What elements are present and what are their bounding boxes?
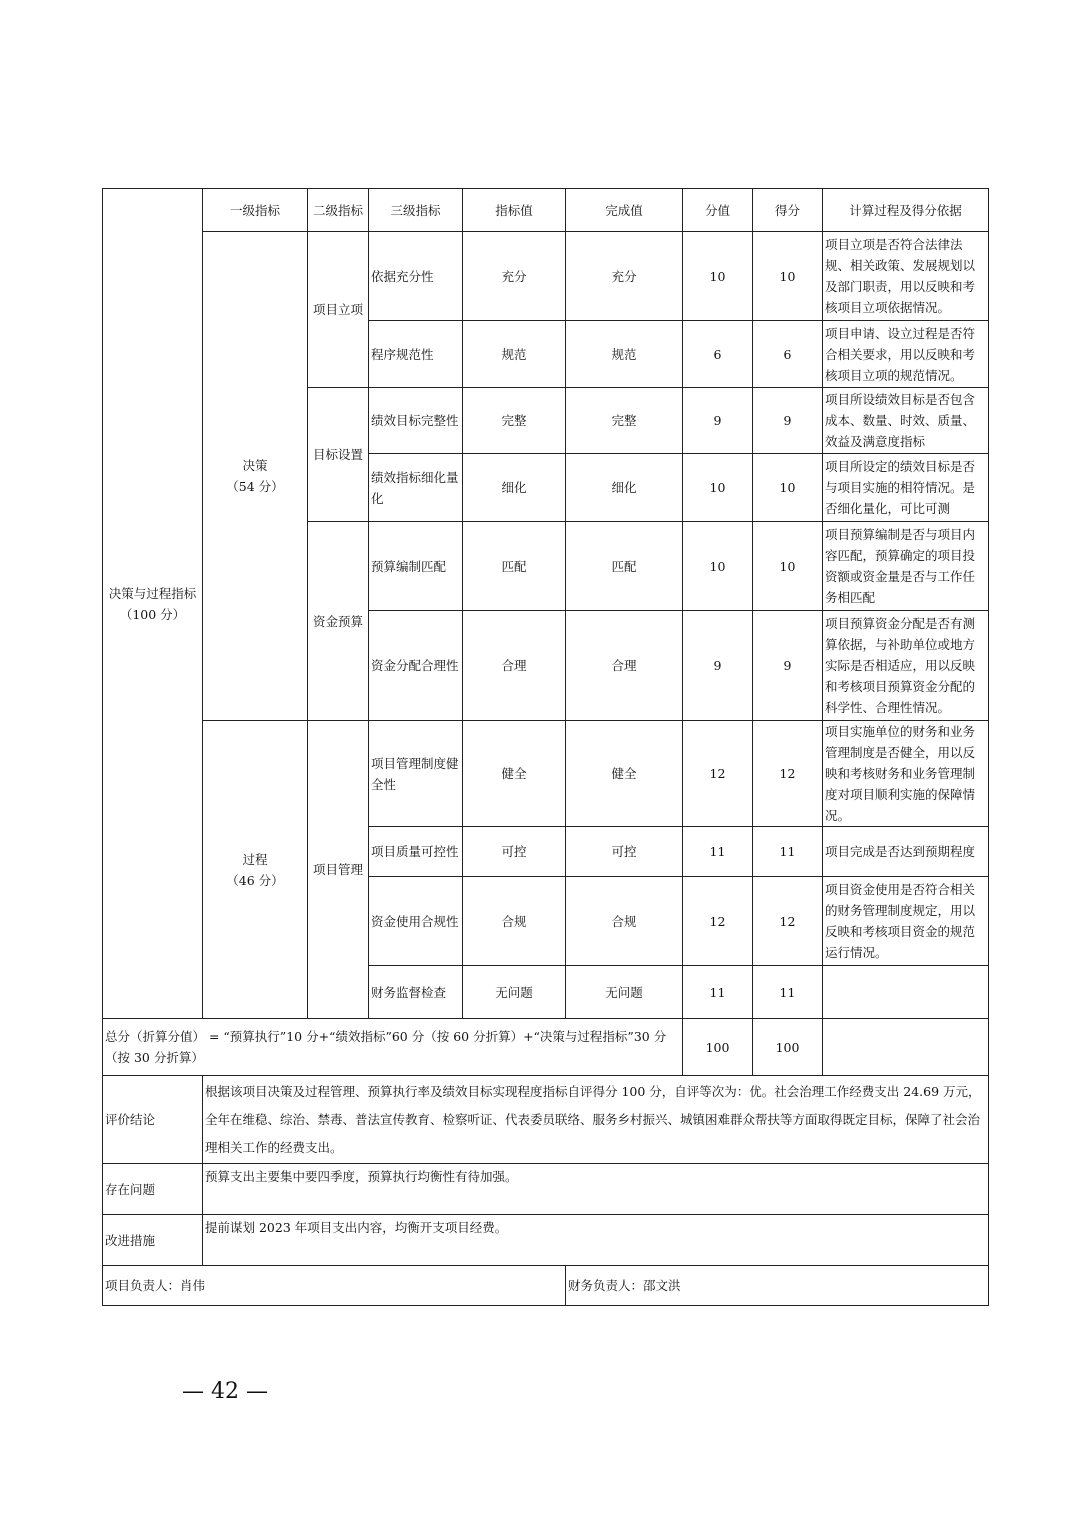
conclusion-text: 根据该项目决策及过程管理、预算执行率及绩效目标实现程度指标自评得分 100 分，自评等次为：优。社会治理工作经费支出 24.69 万元，全年在维稳、综治、禁毒、普法宣传教育、检察听证、代表委员联络、服务乡村振兴、城镇困难群众帮扶等方面取得既定目标，保障了社会治理相关工作的经费支出。 — [203, 1076, 989, 1164]
level1-process-cell — [203, 721, 308, 1019]
indicator-target: 匹配 — [463, 522, 566, 611]
level2-xmgl: 项目管理 — [308, 721, 369, 1019]
indicator-basis: 项目立项是否符合法律法规、相关政策、发展规划以及部门职责，用以反映和考核项目立项依据情况。 — [823, 232, 989, 321]
measures-text: 提前谋划 2023 年项目支出内容，均衡开支项目经费。 — [203, 1215, 989, 1266]
indicator-score: 11 — [753, 827, 823, 877]
indicator-basis: 项目实施单位的财务和业务管理制度是否健全，用以反映和考核财务和业务管理制度对项目顺利实施的保障情况。 — [823, 721, 989, 827]
signature-row — [103, 1266, 989, 1306]
indicator-basis: 项目预算资金分配是否有测算依据，与补助单位或地方实际是否相适应，用以反映和考核项目预算资金分配的科学性、合理性情况。 — [823, 611, 989, 721]
group-name: 决策与过程指标 — [108, 585, 197, 601]
indicator-basis — [823, 966, 989, 1019]
indicator-weight: 9 — [683, 388, 753, 454]
indicator-basis: 项目所设定的绩效目标是否与项目实施的相符情况。是否细化量化，可比可测 — [823, 454, 989, 522]
problems-text: 预算支出主要集中要四季度，预算执行均衡性有待加强。 — [203, 1164, 989, 1215]
indicator-target: 细化 — [463, 454, 566, 522]
level1-decision-name: 决策 — [242, 458, 268, 473]
conclusion-label: 评价结论 — [103, 1076, 203, 1164]
indicator-weight: 6 — [683, 321, 753, 388]
indicator-actual: 规范 — [566, 321, 683, 388]
indicator-target: 充分 — [463, 232, 566, 321]
indicator-score: 11 — [753, 966, 823, 1019]
level2-xmlx: 项目立项 — [308, 232, 369, 388]
level2-zjys: 资金预算 — [308, 522, 369, 721]
group-cell — [103, 189, 203, 1019]
header-weight: 分值 — [683, 189, 753, 232]
indicator-score: 9 — [753, 611, 823, 721]
indicator-weight: 10 — [683, 522, 753, 611]
level1-decision-score: （54 分） — [226, 479, 284, 494]
indicator-score: 12 — [753, 877, 823, 966]
total-basis-empty — [823, 1019, 989, 1076]
indicator-actual: 细化 — [566, 454, 683, 522]
total-row — [103, 1019, 989, 1076]
indicator-actual: 匹配 — [566, 522, 683, 611]
indicator-target: 健全 — [463, 721, 566, 827]
header-row — [103, 189, 989, 232]
indicator-target: 合理 — [463, 611, 566, 721]
measures-row — [103, 1215, 989, 1266]
header-basis: 计算过程及得分依据 — [823, 189, 989, 232]
project-lead: 项目负责人：肖伟 — [103, 1266, 566, 1306]
indicator-actual: 合规 — [566, 877, 683, 966]
indicator-actual: 合理 — [566, 611, 683, 721]
indicator-weight: 10 — [683, 232, 753, 321]
indicator-target: 可控 — [463, 827, 566, 877]
page-number: — 42 — — [182, 1379, 268, 1404]
indicator-name: 绩效指标细化量化 — [369, 454, 463, 522]
indicator-basis: 项目预算编制是否与项目内容匹配，预算确定的项目投资额或资金量是否与工作任务相匹配 — [823, 522, 989, 611]
group-score: （100 分） — [119, 606, 186, 622]
indicator-basis: 项目所设绩效目标是否包含成本、数量、时效、质量、效益及满意度指标 — [823, 388, 989, 454]
indicator-actual: 充分 — [566, 232, 683, 321]
header-level2: 二级指标 — [308, 189, 369, 232]
indicator-name: 程序规范性 — [369, 321, 463, 388]
header-level1: 一级指标 — [203, 189, 308, 232]
total-weight: 100 — [683, 1019, 753, 1076]
finance-lead: 财务负责人：邵文洪 — [566, 1266, 989, 1306]
indicator-actual: 健全 — [566, 721, 683, 827]
indicator-score: 10 — [753, 454, 823, 522]
indicator-actual: 无问题 — [566, 966, 683, 1019]
level1-process-name: 过程 — [242, 851, 268, 867]
indicator-name: 资金使用合规性 — [369, 877, 463, 966]
indicator-weight: 11 — [683, 827, 753, 877]
measures-label: 改进措施 — [103, 1215, 203, 1266]
indicator-target: 合规 — [463, 877, 566, 966]
table-row — [103, 232, 989, 321]
header-score: 得分 — [753, 189, 823, 232]
indicator-actual: 完整 — [566, 388, 683, 454]
indicator-weight: 9 — [683, 611, 753, 721]
indicator-name: 项目管理制度健全性 — [369, 721, 463, 827]
problems-row — [103, 1164, 989, 1215]
indicator-name: 绩效目标完整性 — [369, 388, 463, 454]
level1-decision-cell — [203, 232, 308, 721]
indicator-target: 完整 — [463, 388, 566, 454]
indicator-score: 12 — [753, 721, 823, 827]
indicator-name: 依据充分性 — [369, 232, 463, 321]
indicator-basis: 项目完成是否达到预期程度 — [823, 827, 989, 877]
header-target: 指标值 — [463, 189, 566, 232]
conclusion-row — [103, 1076, 989, 1164]
indicator-target: 规范 — [463, 321, 566, 388]
performance-evaluation-table — [102, 188, 989, 1306]
indicator-score: 10 — [753, 522, 823, 611]
indicator-name: 资金分配合理性 — [369, 611, 463, 721]
header-actual: 完成值 — [566, 189, 683, 232]
indicator-weight: 12 — [683, 721, 753, 827]
indicator-score: 10 — [753, 232, 823, 321]
table-row — [103, 721, 989, 827]
indicator-weight: 11 — [683, 966, 753, 1019]
indicator-name: 预算编制匹配 — [369, 522, 463, 611]
indicator-target: 无问题 — [463, 966, 566, 1019]
indicator-basis: 项目资金使用是否符合相关的财务管理制度规定，用以反映和考核项目资金的规范运行情况。 — [823, 877, 989, 966]
indicator-score: 9 — [753, 388, 823, 454]
indicator-actual: 可控 — [566, 827, 683, 877]
problems-label: 存在问题 — [103, 1164, 203, 1215]
evaluation-table-sheet — [102, 188, 988, 1291]
indicator-basis: 项目申请、设立过程是否符合相关要求，用以反映和考核项目立项的规范情况。 — [823, 321, 989, 388]
indicator-weight: 12 — [683, 877, 753, 966]
indicator-score: 6 — [753, 321, 823, 388]
level1-process-score: （46 分） — [226, 872, 284, 888]
total-label: 总分（折算分值） = “预算执行”10 分+“绩效指标”60 分（按 60 分折算）+“决策与过程指标”30 分（按 30 分折算） — [103, 1019, 683, 1076]
indicator-name: 项目质量可控性 — [369, 827, 463, 877]
indicator-name: 财务监督检查 — [369, 966, 463, 1019]
level2-mbsz: 目标设置 — [308, 388, 369, 522]
header-level3: 三级指标 — [369, 189, 463, 232]
indicator-weight: 10 — [683, 454, 753, 522]
total-score: 100 — [753, 1019, 823, 1076]
